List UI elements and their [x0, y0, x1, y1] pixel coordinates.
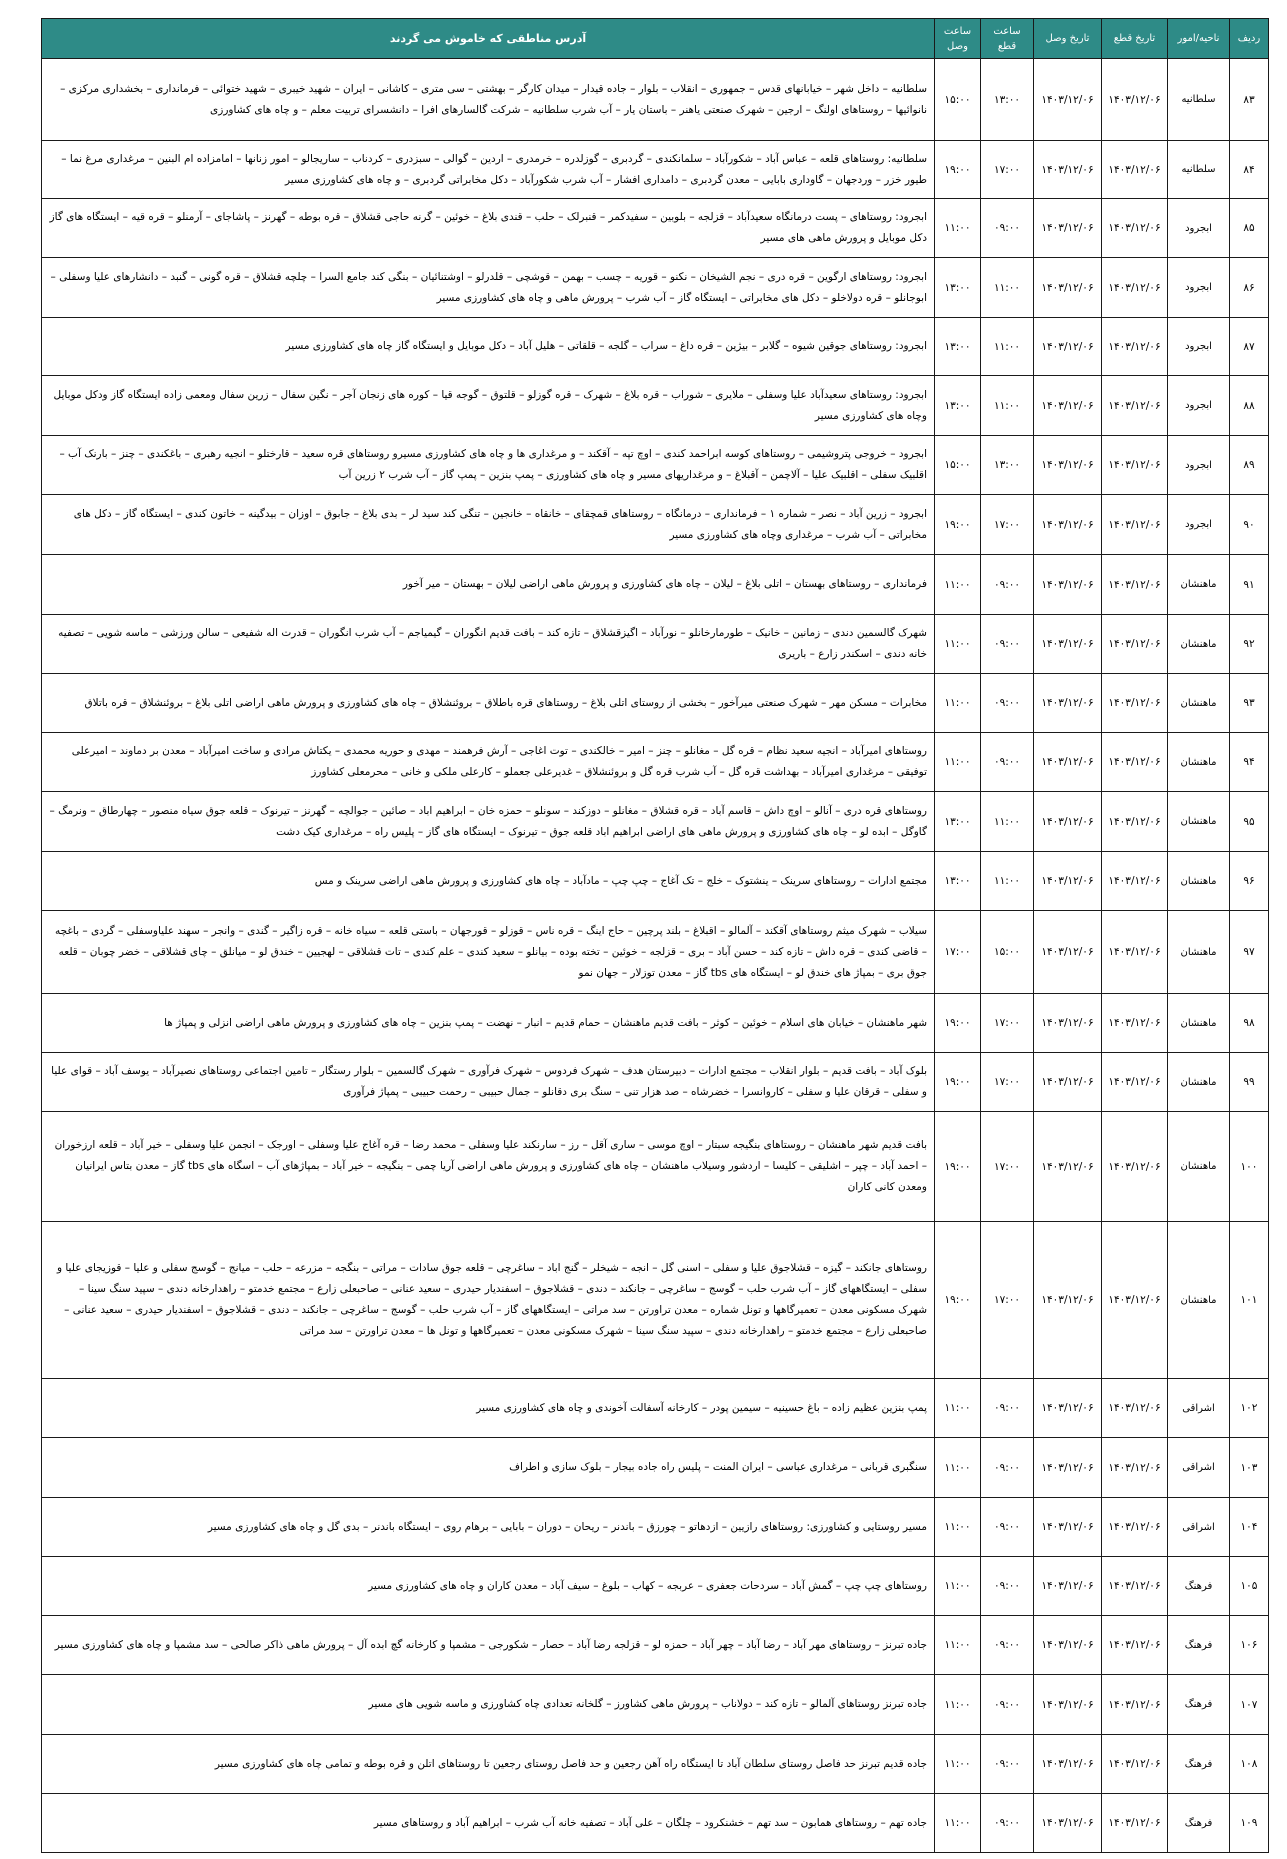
- cell-address: فرمانداری – روستاهای بهستان – اتلی بلاغ – لیلان – چاه های کشاورزی و پرورش ماهی اراضی لیلان – بهستان – میر آخور: [42, 555, 935, 615]
- cell-cut-date: ۱۴۰۳/۱۲/۰۶: [1102, 1557, 1168, 1616]
- cell-connect-time: ۱۱:۰۰: [935, 1794, 981, 1853]
- cell-connect-time: ۱۷:۰۰: [935, 911, 981, 994]
- cell-address: مخابرات – مسکن مهر – شهرک صنعتی میرآخور – بخشی از روستای اتلی بلاغ – روستاهای قره باطلاق – بروئنشلاق – چاه های کشاورزی و پرورش ماهی اراضی اتلی بلاغ – بروئنشلاق – قره باتلاق: [42, 674, 935, 733]
- cell-cut-time: ۱۷:۰۰: [981, 1222, 1034, 1379]
- cell-cut-time: ۰۹:۰۰: [981, 1675, 1034, 1735]
- cell-region: ماهنشان: [1168, 674, 1230, 733]
- table-row: [42, 1498, 1269, 1557]
- cell-region: ماهنشان: [1168, 792, 1230, 852]
- cell-cut-time: ۱۱:۰۰: [981, 852, 1034, 911]
- cell-connect-time: ۱۵:۰۰: [935, 436, 981, 495]
- cell-row-number: ۸۶: [1230, 258, 1269, 318]
- cell-row-number: ۱۰۱: [1230, 1222, 1269, 1379]
- cell-cut-date: ۱۴۰۳/۱۲/۰۶: [1102, 1379, 1168, 1438]
- cell-connect-date: ۱۴۰۳/۱۲/۰۶: [1034, 615, 1102, 674]
- cell-cut-date: ۱۴۰۳/۱۲/۰۶: [1102, 911, 1168, 994]
- cell-connect-date: ۱۴۰۳/۱۲/۰۶: [1034, 1379, 1102, 1438]
- cell-region: ماهنشان: [1168, 994, 1230, 1053]
- cell-row-number: ۹۱: [1230, 555, 1269, 615]
- cell-cut-date: ۱۴۰۳/۱۲/۰۶: [1102, 199, 1168, 258]
- cell-cut-time: ۱۱:۰۰: [981, 258, 1034, 318]
- cell-connect-time: ۱۱:۰۰: [935, 674, 981, 733]
- cell-region: فرهنگ: [1168, 1675, 1230, 1735]
- cell-connect-time: ۱۳:۰۰: [935, 318, 981, 376]
- cell-connect-date: ۱۴۰۳/۱۲/۰۶: [1034, 674, 1102, 733]
- cell-row-number: ۱۰۸: [1230, 1735, 1269, 1794]
- cell-address: مجتمع ادارات – روستاهای سرینک – ینشتوک – خلج – تک آغاج – چپ چپ – مادآباد – چاه های کشاورزی و پرورش ماهی اراضی سرینک و مس: [42, 852, 935, 911]
- cell-address: سلطانیه: روستاهای قلعه – عباس آباد – شکورآباد – سلمانکندی – گردبری – گوزلدره – خرمدری – اردین – گوالی – سبزدری – کردناب – ساریجالو – امور زنانها – امامزاده ام البنین – مرغداری مرغ نما – طیور خزر – وردجهان – گاوداری بابایی – معدن گردبری – دامداری افشار – آب شرب شکورآباد – دکل مخابراتی گردبری – و چاه های کشاورزی مسیر: [42, 141, 935, 199]
- cell-row-number: ۱۰۶: [1230, 1616, 1269, 1675]
- cell-cut-date: ۱۴۰۳/۱۲/۰۶: [1102, 1112, 1168, 1222]
- cell-address: ابجرود – خروجی پتروشیمی – روستاهای کوسه ابراحمد کندی – اوچ تپه – آقکند – و مرغداری ها و چاه های کشاورزی مسیرو روستاهای قره سعید – قارختلو – انجیه رهبری – باغکندی – چنز – بارنک آب – اقلبیک سفلی – اقلبیک علیا – آلاچمن – آقبلاغ – و مرغداریهای مسیر و چاه های کشاورزی – پمپ بنزین – پمپ گاز – آب شرب ۲ زرین آب: [42, 436, 935, 495]
- cell-cut-time: ۱۷:۰۰: [981, 141, 1034, 199]
- cell-connect-date: ۱۴۰۳/۱۲/۰۶: [1034, 436, 1102, 495]
- table-row: [42, 911, 1269, 994]
- cell-connect-date: ۱۴۰۳/۱۲/۰۶: [1034, 1557, 1102, 1616]
- cell-cut-date: ۱۴۰۳/۱۲/۰۶: [1102, 994, 1168, 1053]
- cell-cut-date: ۱۴۰۳/۱۲/۰۶: [1102, 318, 1168, 376]
- cell-address: ابجرود: روستاهای ارگوین – قره دری – نجم الشیخان – نکنو – قوریه – چسب – بهمن – قوشچی – قلدرلو – اوشتنائیان – بنگی کند جامع السرا – چلچه قشلاق – قره گونی – گنبد – دانشارهای علیا وسفلی – ابوجانلو – قره دولاخلو – دکل های مخابراتی – ایستگاه گاز – آب شرب – پرورش ماهی و چاه های کشاورزی مسیر: [42, 258, 935, 318]
- table-row: [42, 852, 1269, 911]
- cell-row-number: ۱۰۲: [1230, 1379, 1269, 1438]
- table-row: [42, 318, 1269, 376]
- cell-connect-time: ۱۱:۰۰: [935, 1557, 981, 1616]
- cell-address: سیلاب – شهرک میثم روستاهای آقکند – آلمالو – اقبلاغ – بلند پرچین – حاج اینگ – قره ناس – قوزلو – قورجهان – باستی قلعه – سیاه خانه – قره زاگیر – گندی – وانجر – سهند علیاوسفلی – گردی – باغچه – قاضی کندی – قره داش – تازه کند – حسن آباد – بری – قزلجه – خوئین – تخته بوده – بیانلو – سعید کندی – علم کندی – تات قشلاقی – لهجیین – خندق لو – میانلق – چای قشلاقی – خضر چوبان – قلعه جوق بری – بمپاژ های خندق لو – ایستگاه های tbs گاز – معدن توزلار – جهان نمو: [42, 911, 935, 994]
- cell-region: ماهنشان: [1168, 1222, 1230, 1379]
- cell-address: ابجرود: روستاهای – پست درمانگاه سعیدآباد – قزلجه – بلوبین – سفیدکمر – قنبرلک – حلب – قندی بلاغ – خوئین – گرنه حاجی قشلاق – قره بوطه – گهرنز – پاشاجای – آرمنلو – قره قیه – ایستگاه های گاز دکل موبایل و پرورش ماهی های مسیر: [42, 199, 935, 258]
- header-connect-date: تاریخ وصل: [1034, 19, 1102, 59]
- table-row: [42, 792, 1269, 852]
- cell-address: روستاهای جانکند – گیزه – قشلاجوق علیا و سفلی – اسنی گل – انجه – شیخلر – گنج اباد – ساغرچی – قلعه جوق سادات – مراتی – بنگجه – مزرعه – حلب – میانج – گوسج سفلی و علیا – قوزیجای علیا و سفلی – ایستگاههای گاز – آب شرب حلب – گوسج – ساغرچی – جانکند – دندی – قشلاجوق – اسفندیار حیدری – سعید عنانی – صاحبعلی زارع – مجتمع خدمتو – راهدارخانه دندی – سپید سنگ سینا – شهرک مسکونی معدن – تعمیرگاهها و تونل شماره – معدن تراورتن – سد مراتی – ایستگاههای گاز – آب شرب حلب – گوسج – ساغرچی – جانکند – دندی – قشلاجوق – اسفندیار حیدری – سعید عنانی – صاحبعلی زارع – مجتمع خدمتو – راهدارخانه دندی – سپید سنگ سینا – شهرک مسکونی معدن – تعمیرگاهها و تونل ها – معدن تراورتن – سد مراتی: [42, 1222, 935, 1379]
- cell-connect-date: ۱۴۰۳/۱۲/۰۶: [1034, 199, 1102, 258]
- cell-connect-date: ۱۴۰۳/۱۲/۰۶: [1034, 141, 1102, 199]
- cell-row-number: ۱۰۷: [1230, 1675, 1269, 1735]
- cell-row-number: ۹۴: [1230, 733, 1269, 792]
- cell-address: جاده تهم – روستاهای همابون – سد تهم – خشنکرود – چلگان – علی آباد – تصفیه خانه آب شرب – ابراهیم آباد و روستاهای مسیر: [42, 1794, 935, 1853]
- table-row: [42, 1616, 1269, 1675]
- table-row: [42, 1794, 1269, 1853]
- cell-connect-date: ۱۴۰۳/۱۲/۰۶: [1034, 1794, 1102, 1853]
- cell-row-number: ۸۳: [1230, 59, 1269, 141]
- table-row: [42, 1675, 1269, 1735]
- cell-row-number: ۸۵: [1230, 199, 1269, 258]
- cell-cut-date: ۱۴۰۳/۱۲/۰۶: [1102, 1675, 1168, 1735]
- header-connect-time: ساعت وصل: [935, 19, 981, 59]
- outage-schedule-table: [41, 18, 1269, 1853]
- cell-connect-time: ۱۱:۰۰: [935, 1379, 981, 1438]
- table-row: [42, 141, 1269, 199]
- cell-region: ابجرود: [1168, 376, 1230, 436]
- cell-cut-time: ۱۱:۰۰: [981, 318, 1034, 376]
- cell-cut-date: ۱۴۰۳/۱۲/۰۶: [1102, 436, 1168, 495]
- cell-connect-date: ۱۴۰۳/۱۲/۰۶: [1034, 1616, 1102, 1675]
- table-row: [42, 1112, 1269, 1222]
- cell-row-number: ۸۴: [1230, 141, 1269, 199]
- cell-region: ابجرود: [1168, 495, 1230, 555]
- cell-connect-time: ۱۹:۰۰: [935, 1053, 981, 1112]
- header-cut-time: ساعت قطع: [981, 19, 1034, 59]
- cell-cut-date: ۱۴۰۳/۱۲/۰۶: [1102, 1616, 1168, 1675]
- table-row: [42, 376, 1269, 436]
- table-row: [42, 555, 1269, 615]
- cell-cut-date: ۱۴۰۳/۱۲/۰۶: [1102, 1438, 1168, 1498]
- cell-region: ماهنشان: [1168, 555, 1230, 615]
- cell-region: فرهنگ: [1168, 1735, 1230, 1794]
- cell-cut-time: ۰۹:۰۰: [981, 1794, 1034, 1853]
- cell-cut-date: ۱۴۰۳/۱۲/۰۶: [1102, 555, 1168, 615]
- cell-cut-date: ۱۴۰۳/۱۲/۰۶: [1102, 674, 1168, 733]
- cell-cut-time: ۱۷:۰۰: [981, 1053, 1034, 1112]
- cell-cut-time: ۱۷:۰۰: [981, 1112, 1034, 1222]
- cell-address: روستاهای امیرآباد – انجیه سعید نظام – قره گل – مغانلو – چنز – امیر – خالکندی – توت اغاجی – آرش فرهمند – مهدی و حوریه محمدی – یکتاش مرادی و ساخت امیرآباد – معدن بر دماوند – امیرعلی توفیقی – مرغداری امیرآباد – بهداشت قره گل – آب شرب قره گل و بروئنشلاق – غدیرعلی جعملو – کارعلی ملکی و خانی – محرمعلی کشاورز: [42, 733, 935, 792]
- cell-connect-time: ۱۱:۰۰: [935, 1675, 981, 1735]
- table-row: [42, 1735, 1269, 1794]
- cell-connect-date: ۱۴۰۳/۱۲/۰۶: [1034, 994, 1102, 1053]
- cell-connect-date: ۱۴۰۳/۱۲/۰۶: [1034, 1675, 1102, 1735]
- cell-region: ماهنشان: [1168, 733, 1230, 792]
- cell-connect-time: ۱۹:۰۰: [935, 1112, 981, 1222]
- table-row: [42, 199, 1269, 258]
- header-cut-date: تاریخ قطع: [1102, 19, 1168, 59]
- cell-row-number: ۱۰۰: [1230, 1112, 1269, 1222]
- cell-address: روستاهای چپ چپ – گمش آباد – سردحات جعفری – عربجه – کهاب – بلوغ – سیف آباد – معدن کاران و چاه های کشاورزی مسیر: [42, 1557, 935, 1616]
- cell-connect-date: ۱۴۰۳/۱۲/۰۶: [1034, 376, 1102, 436]
- cell-region: اشراقی: [1168, 1438, 1230, 1498]
- cell-cut-time: ۰۹:۰۰: [981, 733, 1034, 792]
- cell-cut-date: ۱۴۰۳/۱۲/۰۶: [1102, 1053, 1168, 1112]
- cell-connect-date: ۱۴۰۳/۱۲/۰۶: [1034, 318, 1102, 376]
- cell-region: ماهنشان: [1168, 911, 1230, 994]
- table-row: [42, 994, 1269, 1053]
- cell-row-number: ۸۷: [1230, 318, 1269, 376]
- table-row: [42, 733, 1269, 792]
- cell-region: سلطانیه: [1168, 59, 1230, 141]
- cell-connect-time: ۱۱:۰۰: [935, 1735, 981, 1794]
- cell-address: بافت قدیم شهر ماهنشان – روستاهای بنگیجه سبتار – اوچ موسی – ساری آقل – رز – سارنکند علیا وسفلی – محمد رضا – قره آغاج علیا وسفلی – اورجک – انجمن علیا وسفلی – خیر آباد – قلعه ارزخوران – احمد آباد – چپر – اشلیقی – کلیسا – اردشور وسیلاب ماهنشان – چاه های کشاورزی و پرورش ماهی اراضی آریا چمی – بنگیجه – خیر آباد – بمپاژهای آب – اسگاه های tbs گاز – معدن بتاس ایرانیان ومعدن کانی کاران: [42, 1112, 935, 1222]
- cell-row-number: ۹۳: [1230, 674, 1269, 733]
- cell-cut-date: ۱۴۰۳/۱۲/۰۶: [1102, 495, 1168, 555]
- table-row: [42, 495, 1269, 555]
- cell-cut-date: ۱۴۰۳/۱۲/۰۶: [1102, 733, 1168, 792]
- header-row: [42, 19, 1269, 59]
- cell-address: پمپ بنزین عظیم زاده – باغ حسینیه – سیمین پودر – کارخانه آسفالت آخوندی و چاه های کشاورزی مسیر: [42, 1379, 935, 1438]
- cell-region: اشراقی: [1168, 1379, 1230, 1438]
- cell-connect-time: ۱۱:۰۰: [935, 1498, 981, 1557]
- cell-connect-date: ۱۴۰۳/۱۲/۰۶: [1034, 1735, 1102, 1794]
- cell-cut-time: ۰۹:۰۰: [981, 1379, 1034, 1438]
- cell-address: سلطانیه – داخل شهر – خیابانهای قدس – جمهوری – انقلاب – بلوار – جاده قیدار – میدان کارگر – بهشتی – سی متری – کاشانی – ایران – شهید خیبری – شهید ختوائی – فرمانداری – بخشداری مرکزی – نانوائیها – روستاهای اولنگ – ارجین – شهرک صنعتی یاهنر – باستان یار – آب شرب سلطانیه – شرکت گالسارهای افرا – دانشسرای تربیت معلم – و چاه های کشاورزی: [42, 59, 935, 141]
- cell-region: ابجرود: [1168, 258, 1230, 318]
- cell-connect-date: ۱۴۰۳/۱۲/۰۶: [1034, 792, 1102, 852]
- cell-row-number: ۱۰۵: [1230, 1557, 1269, 1616]
- cell-address: مسیر روستایی و کشاورزی: روستاهای رازیین – ازدهاتو – چورزق – باندنر – ریحان – دوران – بابایی – برهام روی – ایستگاه باندنر – بدی گل و چاه های کشاورزی مسیر: [42, 1498, 935, 1557]
- cell-cut-date: ۱۴۰۳/۱۲/۰۶: [1102, 258, 1168, 318]
- cell-row-number: ۹۸: [1230, 994, 1269, 1053]
- cell-region: ماهنشان: [1168, 1112, 1230, 1222]
- cell-cut-time: ۱۳:۰۰: [981, 436, 1034, 495]
- cell-region: فرهنگ: [1168, 1557, 1230, 1616]
- table-row: [42, 1222, 1269, 1379]
- cell-address: جاده قدیم تبرنز حد فاصل روستای سلطان آباد تا ایستگاه راه آهن رجعین و حد فاصل روستای رجعین تا روستاهای اتلن و قره بوطه و تمامی چاه های کشاورزی مسیر: [42, 1735, 935, 1794]
- cell-region: فرهنگ: [1168, 1794, 1230, 1853]
- cell-cut-date: ۱۴۰۳/۱۲/۰۶: [1102, 376, 1168, 436]
- cell-cut-time: ۱۷:۰۰: [981, 994, 1034, 1053]
- cell-address: جاده تبرنز – روستاهای مهر آباد – رضا آباد – چهر آباد – حمزه لو – قزلجه رضا آباد – حصار – شکورجی – مشمپا و کارخانه گچ ابده آل – پرورش ماهی ذاکر صالحی – سد مشمپا و چاه های کشاورزی مسیر: [42, 1616, 935, 1675]
- cell-row-number: ۹۶: [1230, 852, 1269, 911]
- cell-connect-time: ۱۱:۰۰: [935, 1438, 981, 1498]
- table-row: [42, 59, 1269, 141]
- header-address: آدرس مناطقی که خاموش می گردند: [42, 19, 935, 59]
- cell-cut-date: ۱۴۰۳/۱۲/۰۶: [1102, 615, 1168, 674]
- cell-cut-time: ۰۹:۰۰: [981, 1735, 1034, 1794]
- cell-cut-date: ۱۴۰۳/۱۲/۰۶: [1102, 1498, 1168, 1557]
- cell-cut-time: ۱۱:۰۰: [981, 792, 1034, 852]
- cell-row-number: ۸۹: [1230, 436, 1269, 495]
- cell-row-number: ۹۲: [1230, 615, 1269, 674]
- cell-cut-date: ۱۴۰۳/۱۲/۰۶: [1102, 59, 1168, 141]
- cell-connect-time: ۱۱:۰۰: [935, 733, 981, 792]
- cell-connect-time: ۱۹:۰۰: [935, 1222, 981, 1379]
- cell-region: ماهنشان: [1168, 1053, 1230, 1112]
- cell-row-number: ۱۰۳: [1230, 1438, 1269, 1498]
- cell-connect-time: ۱۳:۰۰: [935, 376, 981, 436]
- cell-cut-date: ۱۴۰۳/۱۲/۰۶: [1102, 852, 1168, 911]
- cell-connect-time: ۱۹:۰۰: [935, 495, 981, 555]
- cell-cut-time: ۰۹:۰۰: [981, 199, 1034, 258]
- header-row-number: ردیف: [1230, 19, 1269, 59]
- cell-connect-date: ۱۴۰۳/۱۲/۰۶: [1034, 1498, 1102, 1557]
- cell-address: ابجرود: روستاهای سعیدآباد علیا وسفلی – ملایری – شوراب – قره بلاغ – شهرک – قره گوزلو – قلتوق – گوجه قیا – کوره های زنجان آجر – نگین سفال – زرین سفال ومعمی زاده ایستگاه گاز ودکل موبایل وچاه های کشاورزی مسیر: [42, 376, 935, 436]
- cell-address: ابجرود – زرین آباد – نصر – شماره ۱ – فرمانداری – درمانگاه – روستاهای قمچقای – خانقاه – خانجین – تنگی کند سید لر – بدی بلاغ – جابوق – اوزان – بیدگینه – خاتون کندی – ایستگاه گاز – دکل های مخابراتی – آب شرب – مرغداری وچاه های کشاورزی مسیر: [42, 495, 935, 555]
- cell-cut-date: ۱۴۰۳/۱۲/۰۶: [1102, 1794, 1168, 1853]
- cell-connect-time: ۱۹:۰۰: [935, 994, 981, 1053]
- cell-address: روستاهای قره دری – آنالو – اوچ داش – قاسم آباد – قره قشلاق – مغانلو – دوزکند – سونلو – حمزه خان – ابراهیم اباد – صائین – جوالچه – گهرنز – تیرنوک – قلعه جوق سیاه منصور – چهارطاق – ونرمگ – گاوگل – ابده لو – چاه های کشاورزی و پرورش ماهی های اراضی ابراهیم اباد قلعه جوق – تیرنوک – ایستگاه های گاز – پلیس راه – مرغداری کیک دشت: [42, 792, 935, 852]
- cell-connect-date: ۱۴۰۳/۱۲/۰۶: [1034, 1222, 1102, 1379]
- table-row: [42, 436, 1269, 495]
- cell-connect-time: ۱۱:۰۰: [935, 615, 981, 674]
- cell-cut-date: ۱۴۰۳/۱۲/۰۶: [1102, 1735, 1168, 1794]
- cell-region: سلطانیه: [1168, 141, 1230, 199]
- table-row: [42, 615, 1269, 674]
- cell-connect-time: ۱۳:۰۰: [935, 258, 981, 318]
- cell-region: ماهنشان: [1168, 615, 1230, 674]
- cell-cut-time: ۱۷:۰۰: [981, 495, 1034, 555]
- cell-connect-time: ۱۱:۰۰: [935, 1616, 981, 1675]
- cell-cut-time: ۱۳:۰۰: [981, 59, 1034, 141]
- cell-connect-date: ۱۴۰۳/۱۲/۰۶: [1034, 258, 1102, 318]
- cell-row-number: ۱۰۹: [1230, 1794, 1269, 1853]
- cell-address: ابجرود: روستاهای جوقین شیوه – گلابر – بیژین – قره داغ – سراب – گلجه – قلقاتی – هلیل آباد – دکل موبایل و ایستگاه گاز چاه های کشاورزی مسیر: [42, 318, 935, 376]
- cell-connect-time: ۱۱:۰۰: [935, 555, 981, 615]
- table-row: [42, 1379, 1269, 1438]
- cell-cut-date: ۱۴۰۳/۱۲/۰۶: [1102, 141, 1168, 199]
- cell-region: ماهنشان: [1168, 852, 1230, 911]
- table-row: [42, 1053, 1269, 1112]
- cell-connect-date: ۱۴۰۳/۱۲/۰۶: [1034, 59, 1102, 141]
- cell-row-number: ۹۰: [1230, 495, 1269, 555]
- cell-cut-time: ۱۵:۰۰: [981, 911, 1034, 994]
- cell-connect-date: ۱۴۰۳/۱۲/۰۶: [1034, 1053, 1102, 1112]
- cell-connect-date: ۱۴۰۳/۱۲/۰۶: [1034, 911, 1102, 994]
- cell-cut-time: ۰۹:۰۰: [981, 1557, 1034, 1616]
- table-row: [42, 258, 1269, 318]
- cell-connect-date: ۱۴۰۳/۱۲/۰۶: [1034, 733, 1102, 792]
- cell-cut-date: ۱۴۰۳/۱۲/۰۶: [1102, 792, 1168, 852]
- cell-connect-date: ۱۴۰۳/۱۲/۰۶: [1034, 495, 1102, 555]
- cell-address: جاده تبرنز روستاهای آلمالو – تازه کند – دولاناب – پرورش ماهی کشاورز – گلخانه تعدادی چاه کشاورزی و ماسه شویی های مسیر: [42, 1675, 935, 1735]
- header-region: ناحیه/امور: [1168, 19, 1230, 59]
- cell-connect-time: ۱۳:۰۰: [935, 792, 981, 852]
- cell-address: شهرک گالسمین دندی – زمانین – خانیک – طورمارخانلو – نورآباد – اگیزقشلاق – تازه کند – بافت قدیم انگوران – گیمیاجم – آب شرب انگوران – قدرت اله شفیعی – سالن ورزشی – ماسه شویی – تصفیه خانه دندی – اسکندر زارع – باریری: [42, 615, 935, 674]
- cell-cut-time: ۰۹:۰۰: [981, 1616, 1034, 1675]
- cell-cut-time: ۰۹:۰۰: [981, 674, 1034, 733]
- cell-connect-date: ۱۴۰۳/۱۲/۰۶: [1034, 852, 1102, 911]
- cell-row-number: ۹۹: [1230, 1053, 1269, 1112]
- cell-cut-time: ۱۱:۰۰: [981, 376, 1034, 436]
- table-row: [42, 1438, 1269, 1498]
- cell-cut-time: ۰۹:۰۰: [981, 555, 1034, 615]
- table-header: [42, 19, 1269, 59]
- cell-connect-time: ۱۱:۰۰: [935, 199, 981, 258]
- cell-cut-time: ۰۹:۰۰: [981, 1438, 1034, 1498]
- cell-region: ابجرود: [1168, 436, 1230, 495]
- cell-address: شهر ماهنشان – خیابان های اسلام – خوئین – کوثر – بافت قدیم ماهنشان – حمام قدیم – انبار – نهضت – پمپ بنزین – چاه های کشاورزی و پرورش ماهی اراضی انزلی و پمپاژ ها: [42, 994, 935, 1053]
- table-body: [42, 59, 1269, 1853]
- cell-row-number: ۹۷: [1230, 911, 1269, 994]
- cell-row-number: ۱۰۴: [1230, 1498, 1269, 1557]
- cell-cut-time: ۰۹:۰۰: [981, 1498, 1034, 1557]
- cell-region: ابجرود: [1168, 318, 1230, 376]
- cell-address: سنگبری قربانی – مرغداری عباسی – ایران المنت – پلیس راه جاده بیجار – بلوک سازی و اطراف: [42, 1438, 935, 1498]
- cell-region: اشراقی: [1168, 1498, 1230, 1557]
- cell-cut-time: ۰۹:۰۰: [981, 615, 1034, 674]
- cell-connect-date: ۱۴۰۳/۱۲/۰۶: [1034, 555, 1102, 615]
- cell-row-number: ۹۵: [1230, 792, 1269, 852]
- cell-region: فرهنگ: [1168, 1616, 1230, 1675]
- cell-address: بلوک آباد – بافت قدیم – بلوار انقلاب – مجتمع ادارات – دبیرستان هدف – شهرک فردوس – شهرک فرآوری – شهرک گالسمین – بلوار رستگار – تامین اجتماعی روستاهای نصیرآباد – یوسف آباد – قوای علیا و سفلی – قرقان علیا و سفلی – کاروانسرا – خضرشاه – صد هزار تنی – سنگ بری دقانلو – جمال حبیبی – رحمت حبیبی – پمپاژ فرآوری: [42, 1053, 935, 1112]
- cell-connect-time: ۱۵:۰۰: [935, 59, 981, 141]
- table-row: [42, 674, 1269, 733]
- cell-connect-time: ۱۹:۰۰: [935, 141, 981, 199]
- cell-connect-date: ۱۴۰۳/۱۲/۰۶: [1034, 1112, 1102, 1222]
- cell-region: ابجرود: [1168, 199, 1230, 258]
- cell-connect-date: ۱۴۰۳/۱۲/۰۶: [1034, 1438, 1102, 1498]
- table-row: [42, 1557, 1269, 1616]
- cell-cut-date: ۱۴۰۳/۱۲/۰۶: [1102, 1222, 1168, 1379]
- cell-row-number: ۸۸: [1230, 376, 1269, 436]
- cell-connect-time: ۱۳:۰۰: [935, 852, 981, 911]
